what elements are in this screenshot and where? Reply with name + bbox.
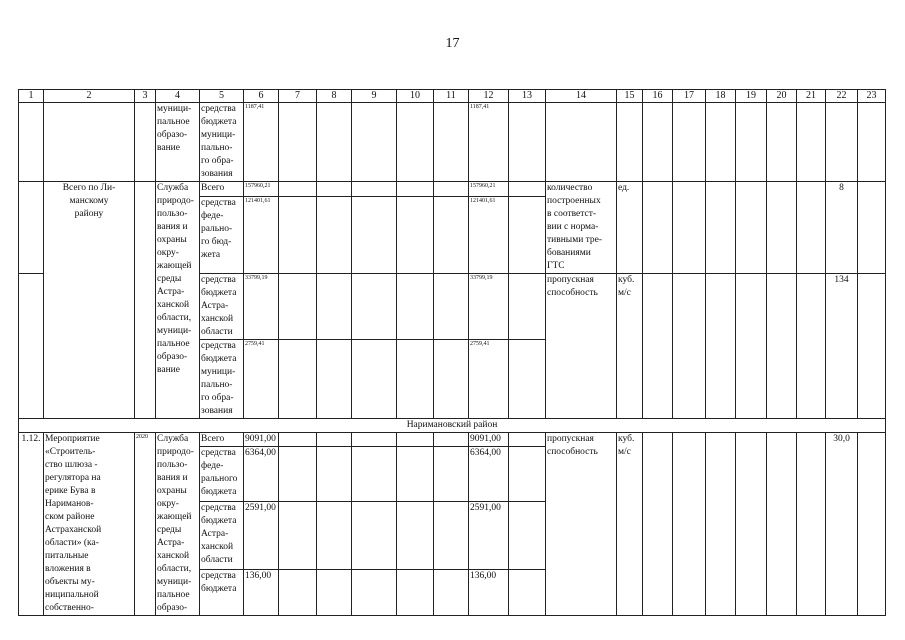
col-header: 20 <box>767 90 797 103</box>
col-header: 16 <box>643 90 673 103</box>
amount-col12: 1187,41 <box>469 103 509 182</box>
unit-cell: куб. м/с <box>617 433 643 616</box>
col-header: 19 <box>736 90 767 103</box>
item-name-cell: Всего по Ли- манскому району <box>44 182 135 419</box>
col-header: 2 <box>44 90 135 103</box>
amount-col6: 33799,19 <box>244 274 279 340</box>
col-header: 13 <box>509 90 546 103</box>
amount-col12: 121401,61 <box>469 196 509 273</box>
target-value-cell: 8 <box>826 182 858 274</box>
amount-col6: 1187,41 <box>244 103 279 182</box>
amount-col12: 2591,00 <box>469 502 509 570</box>
amount-col12: 136,00 <box>469 570 509 616</box>
section-row <box>19 419 886 433</box>
col-header: 5 <box>200 90 244 103</box>
col-header: 15 <box>617 90 643 103</box>
page-number: 17 <box>445 36 460 51</box>
col-header: 7 <box>279 90 317 103</box>
amount-col12: 9091,00 <box>469 433 509 447</box>
col-header: 11 <box>434 90 469 103</box>
section-title: Наримановский район <box>19 419 886 433</box>
col-header: 4 <box>156 90 200 103</box>
indicator-cell: пропускная способность <box>546 274 617 419</box>
item-number-cell: 1.12. <box>19 433 44 616</box>
col-header: 1 <box>19 90 44 103</box>
funding-source-cell: средства бюджета муници- пально- го обра- зования <box>200 340 244 419</box>
amount-col12: 157960,21 <box>469 182 509 197</box>
executor-cell: Служба природо- пользо- вания и охраны окру- жающей среды Астра- ханской области, муници- пальное образо- вание <box>156 182 200 419</box>
unit-cell: куб. м/с <box>617 274 643 419</box>
amount-col6: 121401,61 <box>244 196 279 273</box>
amount-col6: 6364,00 <box>244 447 279 502</box>
table-row <box>19 103 886 182</box>
year-cell: 2020 <box>135 433 156 616</box>
col-header: 3 <box>135 90 156 103</box>
table-row <box>19 433 886 447</box>
item-name-cell: Мероприятие «Строитель- ство шлюза - регулятора на ерике Бува в Нариманов- ском районе Астраханской области» (ка- питальные вложения в объекты му- ниципальной собственно- <box>44 433 135 616</box>
col-header: 21 <box>797 90 826 103</box>
indicator-cell: количество построенных в соответст- вии с норма- тивными тре- бованиями ГТС <box>546 182 617 274</box>
target-value-cell: 30,0 <box>826 433 858 616</box>
amount-col12: 2759,41 <box>469 340 509 419</box>
amount-col6: 136,00 <box>244 570 279 616</box>
col-header: 14 <box>546 90 617 103</box>
program-table <box>18 89 886 616</box>
funding-source-cell: средства бюджета муници- пально- го обра- зования <box>200 103 244 182</box>
col-header: 23 <box>858 90 886 103</box>
col-header: 6 <box>244 90 279 103</box>
col-header: 22 <box>826 90 858 103</box>
table-row <box>19 182 886 197</box>
header-row <box>19 90 886 103</box>
funding-source-cell: Всего <box>200 182 244 197</box>
amount-col6: 157960,21 <box>244 182 279 197</box>
target-value-cell: 134 <box>826 274 858 419</box>
executor-cell: Служба природо- пользо- вания и охраны окру- жающей среды Астра- ханской области, муници- пальное образо- <box>156 433 200 616</box>
unit-cell: ед. <box>617 182 643 274</box>
amount-col12: 33799,19 <box>469 274 509 340</box>
col-header: 9 <box>352 90 397 103</box>
col-header: 18 <box>706 90 736 103</box>
amount-col6: 2591,00 <box>244 502 279 570</box>
col-header: 10 <box>397 90 434 103</box>
amount-col6: 2759,41 <box>244 340 279 419</box>
executor-cell: муници- пальное образо- вание <box>156 103 200 182</box>
funding-source-cell: средства бюджета Астра- ханской области <box>200 502 244 570</box>
funding-source-cell: средства бюджета <box>200 570 244 616</box>
funding-source-cell: средства бюджета Астра- ханской области <box>200 274 244 340</box>
col-header: 17 <box>673 90 706 103</box>
funding-source-cell: средства феде- рально- го бюд- жета <box>200 196 244 273</box>
amount-col6: 9091,00 <box>244 433 279 447</box>
indicator-cell: пропускная способность <box>546 433 617 616</box>
col-header: 12 <box>469 90 509 103</box>
amount-col12: 6364,00 <box>469 447 509 502</box>
funding-source-cell: Всего <box>200 433 244 447</box>
col-header: 8 <box>317 90 352 103</box>
funding-source-cell: средства феде- рального бюджета <box>200 447 244 502</box>
